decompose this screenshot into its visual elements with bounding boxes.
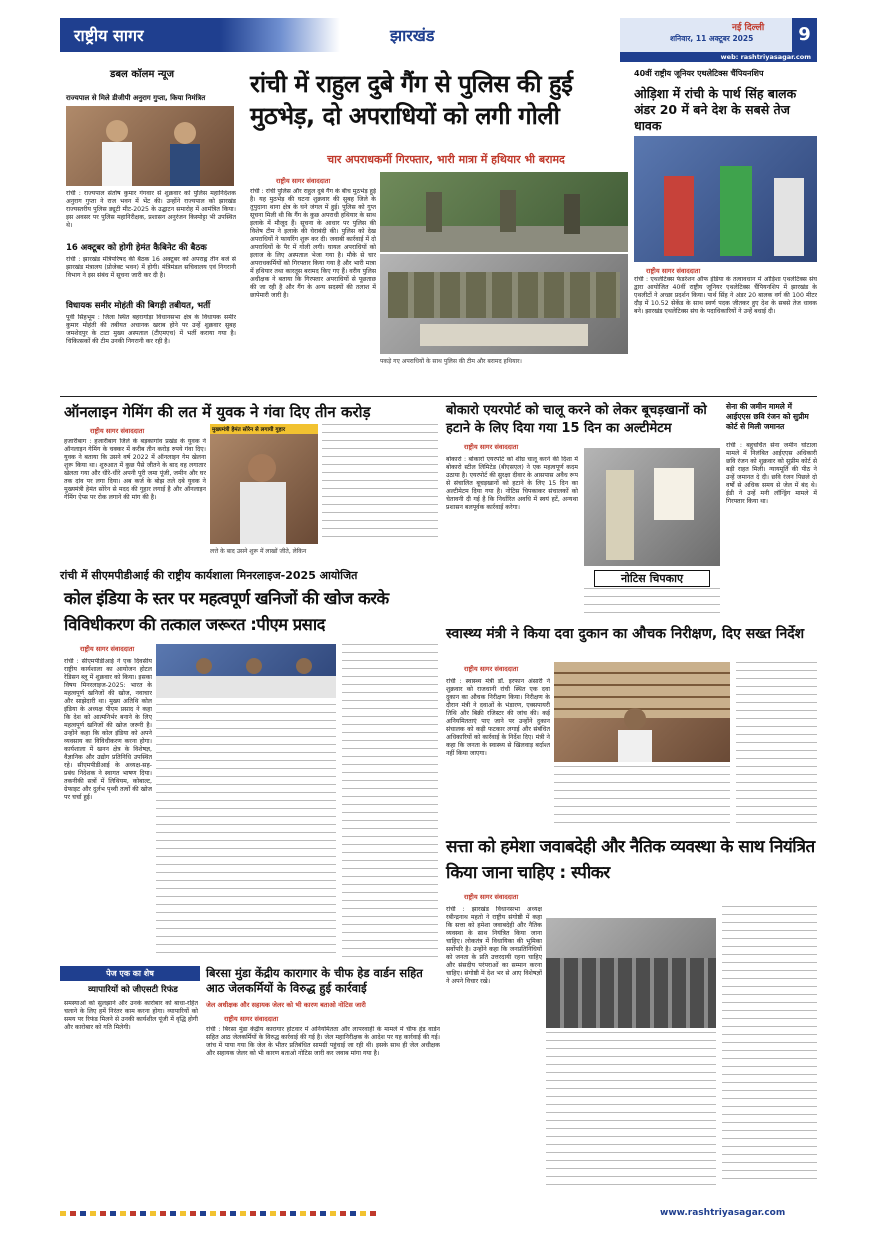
athletics-story bbox=[632, 64, 817, 394]
man-figure bbox=[240, 482, 286, 544]
masthead bbox=[60, 18, 817, 61]
airport-story bbox=[444, 398, 720, 618]
double-column-news bbox=[60, 64, 240, 394]
coal-headline: कोल इंडिया के स्तर पर महत्वपूर्ण खनिजों की खोज करके विविधीकरण की तत्काल जरूरत :पीएम प्रसाद bbox=[64, 589, 389, 634]
person-figure bbox=[174, 122, 196, 144]
brand-block bbox=[60, 18, 220, 52]
photo-label: मुख्यमंत्री हेमंत सोरेन से लगायी गुहार bbox=[210, 424, 318, 434]
gst-body: समस्याओं को सुलझाने और उनके कारोबार को बाधा-रहित चलाने के लिए हमें निरंतर काम करना होगा। व्यापारियों को समय पर रिफंड मिलने से उनकी कार्यशील पूंजी में वृद्धि होगी और कारोबार को गति मिलेगी। bbox=[64, 1000, 198, 1031]
workshop-photo bbox=[156, 644, 336, 698]
dais-table bbox=[156, 676, 336, 698]
speaker-body-continued bbox=[722, 906, 817, 1186]
pharmacy-photo bbox=[554, 662, 730, 762]
encounter-photo bbox=[380, 172, 628, 252]
police-figure bbox=[500, 190, 516, 232]
athlete-figure bbox=[664, 176, 694, 256]
athlete-figure bbox=[720, 166, 752, 256]
minister-figure bbox=[624, 708, 646, 730]
athletics-kicker: 40वीं राष्ट्रीय जूनियर एथलेटिक्स चैंपियनशिप bbox=[634, 69, 764, 78]
health-body: रांची : स्वास्थ्य मंत्री डॉ. इरफान अंसारी ने शुक्रवार को राजधानी रांची स्थित एक दवा दुकान का औचक निरीक्षण किया। निरीक्षण के दौरान मंत्री ने दवाओं के भंडारण, एक्सपायरी तिथि और बिक्री रजिस्टर की जांच की। कई अनियमितताएं पाए जाने पर उन्होंने दुकान संचालक को कड़ी फटकार लगाई और संबंधित अधिकारियों को कार्रवाई के निर्देश दिए। मंत्री ने कहा कि जनता के स्वास्थ्य से खिलवाड़ बर्दाश्त नहीं किया जाएगा। bbox=[446, 678, 550, 757]
army-land-body: रांची : बहुचर्चित सेना जमीन घोटाला मामले में निलंबित आईएएस अधिकारी छवि रंजन को शुक्रवार को सुप्रीम कोर्ट से बड़ी राहत मिली। न्यायमूर्ति की पीठ ने उन्हें जमानत दे दी। छवि रंजन पिछले दो वर्षों से अधिक समय से जेल में बंद थे। ईडी ने उन्हें मनी लॉन्ड्रिंग मामले में गिरफ्तार किया था। bbox=[726, 442, 817, 505]
airport-body: बोकारो : बोकारो एयरपोर्ट को शीघ्र चालू करने की दिशा में बोकारो स्टील लिमिटेड (बीएसएल) ने एक महत्वपूर्ण कदम उठाया है। एयरपोर्ट की सुरक्षा दीवार के आसपास अवैध रूप से संचालित बूचड़खानों को हटाने के लिए 15 दिन का अल्टीमेटम दिया गया है। नोटिस चिपकाकर संचालकों को चेतावनी दी गई है कि निर्धारित अवधि में स्वयं हटें, अन्यथा प्रशासन बलपूर्वक कार्रवाई करेगा। bbox=[446, 456, 578, 511]
speaker-body-continued bbox=[546, 1032, 716, 1186]
coal-body-continued bbox=[342, 644, 438, 958]
coal-body-continued bbox=[156, 704, 336, 958]
gaming-story bbox=[60, 398, 440, 566]
gaming-photo bbox=[210, 424, 318, 544]
governor-photo bbox=[66, 106, 234, 186]
lead-headline: रांची में राहुल दुबे गैंग से पुलिस की हुई मुठभेड़, दो अपराधियों को लगी गोली bbox=[250, 70, 573, 130]
worker-figure bbox=[606, 470, 634, 560]
health-body-continued bbox=[736, 662, 817, 826]
seminar-photo bbox=[546, 918, 716, 1028]
gaming-body: हजारीबाग : हजारीबाग जिले के बड़कागांव प्रखंड के युवक ने ऑनलाइन गेमिंग के चक्कर में करीब तीन करोड़ रुपये गंवा दिए। युवक ने बताया कि उसने वर्ष 2022 में ऑनलाइन गेम खेलना शुरू किया था। शुरुआत में कुछ पैसे जीतने के बाद वह लगातार खेलता गया और धीरे-धीरे अपनी पूरी जमा पूंजी, जमीन और घर तक दांव पर लगा दिया। अब कर्ज के बोझ तले दबे युवक ने मुख्यमंत्री हेमंत सोरेन से मदद की गुहार लगाई है और ऑनलाइन गेमिंग ऐप्स पर रोक लगाने की मांग की है। bbox=[64, 438, 206, 501]
coal-story bbox=[60, 584, 440, 964]
lead-subhead: चार अपराधकर्मी गिरफ्तार, भारी मात्रा में हथियार भी बरामद bbox=[327, 153, 565, 166]
website-strip bbox=[620, 52, 817, 62]
army-land-headline: सेना की जमीन मामले में आईएएस छवि रंजन को सुप्रीम कोर्ट से मिली जमानत bbox=[726, 402, 809, 431]
person-figure bbox=[106, 120, 128, 142]
gaming-headline: ऑनलाइन गेमिंग की लत में युवक ने गंवा दिए तीन करोड़ bbox=[64, 403, 371, 421]
jail-body: रांची : बिरसा मुंडा केंद्रीय कारागार होटवार में अनियमितता और लापरवाही के मामले में चीफ हेड वार्डन सहित आठ जेलकर्मियों के विरुद्ध कार्रवाई की गई है। जेल महानिरीक्षक के आदेश पर यह कार्रवाई की गई। जांच में पाया गया कि जेल के भीतर प्रतिबंधित सामग्री पहुंचाई जा रही थी। इसके साथ ही जेल अधीक्षक और सहायक जेलर को भी कारण बताओ नोटिस जारी कर जवाब मांगा गया है। bbox=[206, 1026, 440, 1057]
brand-name: राष्ट्रीय सागर bbox=[74, 26, 144, 45]
lead-story bbox=[246, 64, 628, 394]
gaming-body-continued bbox=[322, 424, 438, 544]
footer bbox=[60, 1204, 817, 1224]
issue-date: शनिवार, 11 अक्टूबर 2025 bbox=[670, 34, 754, 43]
jail-story bbox=[204, 966, 440, 1192]
footer-site: www.rashtriyasagar.com bbox=[660, 1208, 786, 1218]
notice-photo bbox=[584, 448, 720, 566]
lead-caption: पकड़े गए अपराधियों के साथ पुलिस की टीम और बरामद हथियार। bbox=[380, 358, 522, 365]
jail-byline: राष्ट्रीय सागर संवाददाता bbox=[224, 1015, 279, 1023]
notice-sheet bbox=[654, 468, 694, 520]
mla-story-body: पूर्वी सिंहभूम : जिला स्थित बहरागोड़ा विधानसभा क्षेत्र के विधायक समीर कुमार मोहंती की तबीयत अचानक खराब होने पर उन्हें शुक्रवार सुबह जमशेदपुर के टाटा मुख्य अस्पताल (टीएमएच) में भर्ती कराया गया है। चिकित्सकों की टीम उनकी निगरानी कर रही है। bbox=[66, 314, 236, 345]
airport-headline: बोकारो एयरपोर्ट को चालू करने को लेकर बूचड़खानों को हटाने के लिए दिया गया 15 दिन का अल्टीमेटम bbox=[446, 403, 707, 436]
gaming-byline: राष्ट्रीय सागर संवाददाता bbox=[90, 427, 145, 435]
governor-story-title: राज्यपाल से मिले डीजीपी अनुराग गुप्ता, किया निमंत्रित bbox=[66, 94, 206, 102]
governor-story-body: रांची : राज्यपाल संतोष कुमार गंगवार से शुक्रवार को पुलिस महानिदेशक अनुराग गुप्ता ने राज भवन में भेंट की। उन्होंने राज्यपाल को झारखंड राज्यस्तरीय पुलिस ड्यूटी मीट-2025 के उद्घाटन समारोह में आमंत्रित किया। इस अवसर पर पुलिस महानिरीक्षक, प्रशासन अनुरंजन किस्पोट्टा भी उपस्थित थे। bbox=[66, 190, 236, 229]
speaker-figure bbox=[296, 658, 312, 674]
person-figure bbox=[170, 144, 200, 186]
lead-body: रांची : रांची पुलिस और राहुल दुबे गैंग के बीच मुठभेड़ हुई है। यह मुठभेड़ की घटना शुक्रवार की सुबह जिले के तुपुदाना थाना क्षेत्र के घने जंगल में हुई। पुलिस को गुप्त सूचना मिली थी कि गैंग के कुछ अपराधी हथियार के साथ इलाके में मौजूद हैं। सूचना के आधार पर पुलिस की विशेष टीम ने इलाके की घेराबंदी की। पुलिस को देख अपराधियों ने फायरिंग शुरू कर दी। जवाबी कार्रवाई में दो अपराधियों के पैर में गोली लगी। घायल अपराधियों को इलाज के लिए अस्पताल भेजा गया है। मौके से चार अपराधकर्मियों को गिरफ्तार किया गया है और भारी मात्रा में हथियार तथा कारतूस बरामद किए गए हैं। वरीय पुलिस अधीक्षक ने बताया कि गिरफ्तार अपराधियों से पूछताछ की जा रही है और गैंग के अन्य सदस्यों की तलाश में छापेमारी जारी है। bbox=[250, 188, 376, 299]
police-row bbox=[388, 272, 620, 318]
health-byline: राष्ट्रीय सागर संवाददाता bbox=[464, 665, 519, 673]
police-figure bbox=[426, 192, 442, 232]
health-headline: स्वास्थ्य मंत्री ने किया दवा दुकान का औचक निरीक्षण, दिए सख्त निर्देश bbox=[446, 626, 805, 642]
footer-dots-left bbox=[60, 1211, 380, 1216]
website-url: web: rashtriyasagar.com bbox=[720, 53, 811, 61]
cabinet-story-title: 16 अक्टूबर को होगी हेमंत कैबिनेट की बैठक bbox=[66, 243, 207, 253]
gst-label: पेज एक का शेष bbox=[60, 966, 200, 981]
speaker-figure bbox=[246, 658, 262, 674]
masthead-dots bbox=[220, 18, 340, 52]
coal-body: रांची : सीएमपीडीआई ने एक दिवसीय राष्ट्रीय कार्यशाला का आयोजन होटल रेडिसन ब्लू में शुक्रवार को किया। इसका विषय मिनरलाइज-2025: भारत के महत्वपूर्ण खनिजों की खोज, नवाचार और साझेदारी था। मुख्य अतिथि कोल इंडिया के अध्यक्ष पीएम प्रसाद ने कहा कि देश को आत्मनिर्भर बनाने के लिए महत्वपूर्ण खनिजों की खोज जरूरी है। उन्होंने कहा कि कोल इंडिया को अपने व्यवसाय का विविधीकरण करना होगा। कार्यशाला में खनन क्षेत्र के विशेषज्ञ, वैज्ञानिक और उद्योग प्रतिनिधि उपस्थित रहे। सीएमपीडीआई के अध्यक्ष-सह-प्रबंध निदेशक ने स्वागत भाषण दिया। तकनीकी सत्रों में लिथियम, कोबाल्ट, ग्रेफाइट और दुर्लभ पृथ्वी तत्वों की खोज पर चर्चा हुई। bbox=[64, 658, 152, 801]
cmpdi-banner: रांची में सीएमपीडीआई की राष्ट्रीय कार्यशाला मिनरलाइज-2025 आयोजित bbox=[60, 569, 358, 582]
athletics-byline: राष्ट्रीय सागर संवाददाता bbox=[646, 267, 701, 275]
arrested-photo bbox=[380, 254, 628, 354]
athletics-body: रांची : एथलेटिक्स फेडरेशन ऑफ इंडिया के तत्वावधान में ओड़िशा एथलेटिक्स संघ द्वारा आयोजित 40वीं राष्ट्रीय जूनियर एथलेटिक्स चैंपियनशिप में झारखंड के एथलीटों ने अच्छा प्रदर्शन किया। पार्थ सिंह ने अंडर 20 बालक वर्ग की 100 मीटर दौड़ में 10.52 सेकेंड के साथ स्वर्ण पदक जीतकर हुए देश के सबसे तेज धावक बने। झारखंड एथलेटिक्स संघ के पदाधिकारियों ने उन्हें बधाई दी। bbox=[634, 276, 817, 315]
speaker-byline: राष्ट्रीय सागर संवाददाता bbox=[464, 893, 519, 901]
airport-byline: राष्ट्रीय सागर संवाददाता bbox=[464, 443, 519, 451]
section-name: झारखंड bbox=[390, 26, 435, 45]
person-figure bbox=[102, 142, 132, 186]
lead-byline: राष्ट्रीय सागर संवाददाता bbox=[276, 177, 331, 185]
audience-rows bbox=[546, 958, 716, 1028]
police-figure bbox=[564, 194, 580, 234]
jail-subhead: जेल अधीक्षक और सहायक जेलर को भी कारण बताओ नोटिस जारी bbox=[206, 1001, 366, 1009]
health-story bbox=[444, 620, 817, 830]
gaming-caption: लत्ते के बाद उसने शुरू में लाखों जीते, लेकिन bbox=[210, 548, 307, 555]
coal-byline: राष्ट्रीय सागर संवाददाता bbox=[80, 645, 135, 653]
health-body-continued bbox=[554, 766, 730, 826]
army-land-story bbox=[724, 398, 817, 618]
divider bbox=[60, 396, 817, 397]
gst-headline: व्यापारियों को जीएसटी रिफंड bbox=[88, 985, 178, 995]
weapons-table bbox=[420, 324, 588, 346]
minister-figure bbox=[618, 730, 652, 762]
speaker-headline: सत्ता को हमेशा जवाबदेही और नैतिक व्यवस्था के साथ नियंत्रित किया जाना चाहिए : स्पीकर bbox=[446, 837, 815, 883]
speaker-figure bbox=[196, 658, 212, 674]
page-number: 9 bbox=[792, 18, 817, 52]
jail-headline: बिरसा मुंडा केंद्रीय कारागार के चीफ हेड वार्डन सहित आठ जेलकर्मियों के विरुद्ध हुई कार्रवाई bbox=[206, 966, 423, 995]
notice-label: नोटिस चिपकाए bbox=[594, 570, 710, 587]
section-label: डबल कॉलम न्यूज bbox=[110, 69, 175, 80]
mla-story-title: विधायक समीर मोहंती की बिगड़ी तबीयत, भर्ती bbox=[66, 301, 211, 311]
podium-photo bbox=[634, 136, 817, 262]
athletics-headline: ओड़िशा में रांची के पार्थ सिंह बालक अंडर 20 में बने देश के सबसे तेज धावक bbox=[634, 86, 797, 133]
man-figure bbox=[248, 454, 276, 482]
gst-story bbox=[60, 966, 200, 1192]
speaker-story bbox=[444, 832, 817, 1192]
speaker-body: रांची : झारखंड विधानसभा अध्यक्ष रबीन्द्रनाथ महतो ने राष्ट्रीय संगोष्ठी में कहा कि सत्ता को हमेशा जवाबदेही और नैतिक व्यवस्था के साथ नियंत्रित किया जाना चाहिए। लोकतंत्र में विधायिका की भूमिका सर्वोपरि है। उन्होंने कहा कि जनप्रतिनिधियों को जनता के प्रति उत्तरदायी रहना चाहिए और संसदीय परंपराओं का सम्मान करना चाहिए। संगोष्ठी में देश भर से आए विशेषज्ञों ने अपने विचार रखे। bbox=[446, 906, 542, 985]
cabinet-story-body: रांची : झारखंड मंत्रिपरिषद की बैठक 16 अक्टूबर को अपराह्न तीन बजे से झारखंड मंत्रालय (प्रोजेक्ट भवन) में होगी। मंत्रिमंडल सचिवालय एवं निगरानी विभाग ने इस संबंध में सूचना जारी कर दी है। bbox=[66, 256, 236, 279]
athlete-figure bbox=[774, 178, 804, 256]
city-name: नई दिल्ली bbox=[732, 23, 765, 33]
airport-body-continued bbox=[584, 588, 720, 614]
